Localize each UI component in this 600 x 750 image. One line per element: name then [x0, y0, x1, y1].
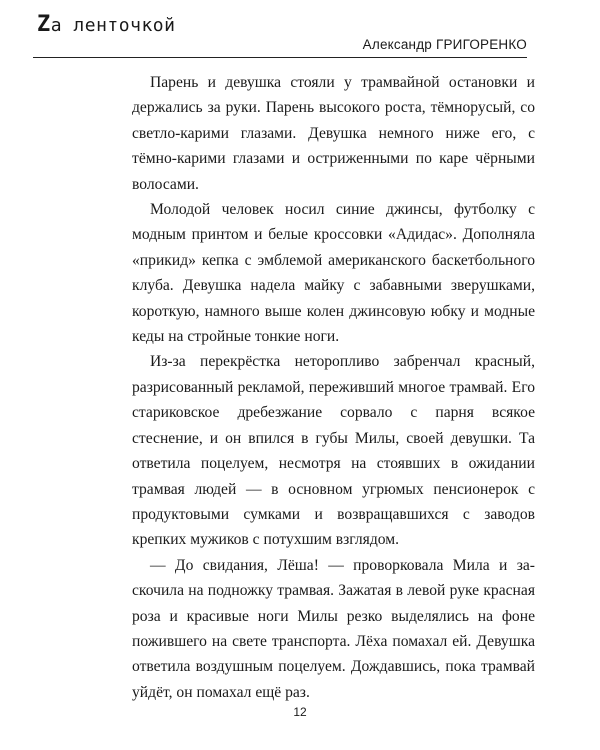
running-header-author: Александр ГРИГОРЕНКО [362, 37, 527, 52]
body-text [132, 70, 535, 705]
page-number: 12 [293, 705, 307, 719]
paragraph: Парень и девушка стояли у трамвайной остановки и держались за руки. Парень высокого роста, тёмнорусый, со светло-карими глазами. Девушка немного ниже его, с тёмно-карими глазами и остриженными по каре чёрными волосами. [132, 74, 535, 193]
paragraph: Молодой человек носил синие джинсы, футболку с модным принтом и белые кроссовки «Адидас». Дополняла «прикид» кепка с эмблемой американского баскетбольного клуба. Девушка надела майку с забавными зверушками, короткую, намного выше колен джинсовую юбку и модные кеды на стройные тонкие ноги. [132, 201, 535, 346]
header-divider [33, 57, 527, 58]
paragraph: Из-за перекрёстка неторопливо забренчал красный, разрисованный рекламой, переживший многое трамвай. Его стариковское дребезжание сорвало с парня всякое стеснение, и он впился в губы Милы, своей девушки. Та ответила поцелуем, несмотря на стоявших в ожидании трамвая людей — в основном угрюмых пенсионерок с продуктовыми сумками и возвращавшихся с заводов крепких мужиков с потухшим взглядом. [132, 353, 535, 549]
title-rest: а ленточкой [50, 15, 176, 36]
title-initial: Z [37, 12, 51, 37]
running-header-title [37, 12, 175, 37]
paragraph: — До свидания, Лёша! — проворковала Мила и заскочила на подножку трамвая. Зажатая в левой руке красная роза и красивые ноги Милы резко выделялись на фоне пожившего на свете транспорта. Лёха помахал ей. Девушка ответила воздушным поцелуем. Дождавшись, пока трамвай уйдёт, он помахал ещё раз. [132, 556, 535, 701]
